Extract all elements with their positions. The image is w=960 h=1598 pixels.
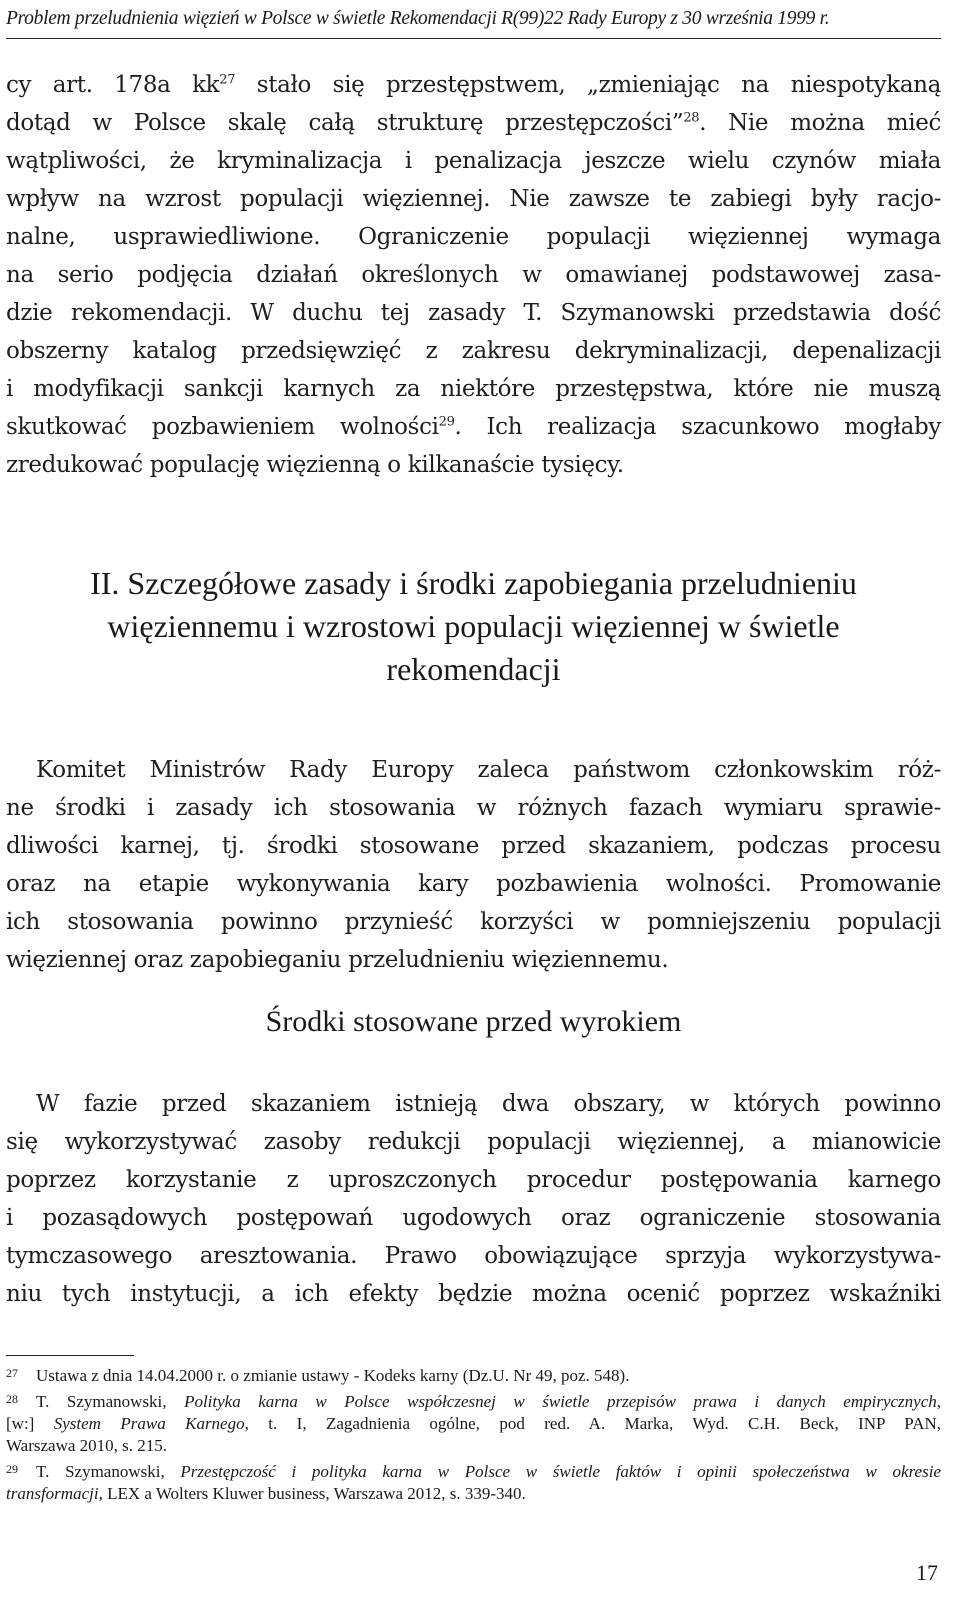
text-line: zredukować populację więzienną o kilkanaście tysięcy.: [6, 452, 624, 478]
footnote-number: 28: [6, 1392, 18, 1406]
footnote-text: Ustawa z dnia 14.04.2000 r. o zmianie ustawy - Kodeks karny (Dz.U. Nr 49, poz. 548).: [36, 1366, 630, 1385]
subsection-heading: Środki stosowane przed wyrokiem: [265, 1005, 682, 1038]
text-line: ich stosowania powinno przynieść korzyści w pomniejszeniu populacji: [6, 909, 941, 935]
text-line: oraz na etapie wykonywania kary pozbawienia wolności. Promowanie: [6, 871, 941, 897]
section-heading-line: rekomendacji: [386, 651, 561, 687]
footnote-number: 29: [6, 1462, 18, 1476]
footnote-separator: [6, 1355, 134, 1356]
footnote-29: 29 T. Szymanowski, Przestępczość i polityka karna w Polsce w świetle faktów i opinii społeczeństwa w okresie transformacji, LEX a Wolters Kluwer business, Warszawa 2012, s. 339-340.: [6, 1462, 941, 1503]
paragraph-pretrial: [6, 1085, 941, 1313]
text-line: się wykorzystywać zasoby redukcji populacji więziennej, a mianowicie: [6, 1129, 941, 1155]
page-number: 17: [916, 1560, 938, 1585]
text-line: Komitet Ministrów Rady Europy zaleca państwom członkowskim róż-: [36, 757, 941, 783]
text-line: skutkować pozbawieniem wolności$^{29}$. Ich realizacja szacunkowo mogłaby: [6, 414, 941, 440]
footnote-number: 27: [6, 1366, 18, 1380]
text-line: i pozasądowych postępowań ugodowych oraz ograniczenie stosowania: [6, 1205, 941, 1231]
footnotes: [6, 1365, 941, 1505]
text-line: niu tych instytucji, a ich efekty będzie można ocenić poprzez wskaźniki: [6, 1281, 941, 1307]
text-line: wpływ na wzrost populacji więziennej. Nie zawsze te zabiegi były racjo-: [6, 186, 941, 212]
text-line: dotąd w Polsce skalę całą strukturę przestępczości”$^{28}$. Nie można mieć: [6, 110, 941, 136]
section-heading: [6, 562, 941, 691]
text-line: tymczasowego aresztowania. Prawo obowiązujące sprzyja wykorzystywa-: [6, 1243, 941, 1269]
footnote-ref-28[interactable]: 28: [683, 110, 700, 126]
cited-title: Polityka karna w Polsce współczesnej w świetle przepisów prawa i danych empirycznych: [184, 1392, 937, 1411]
text-line: poprzez korzystanie z uproszczonych procedur postępowania karnego: [6, 1167, 941, 1193]
text-line: nalne, usprawiedliwione. Ograniczenie populacji więziennej wymaga: [6, 224, 941, 250]
section-heading-line: więziennemu i wzrostowi populacji więziennej w świetle: [107, 608, 840, 644]
text-line: dzie rekomendacji. W duchu tej zasady T. Szymanowski przedstawia dość: [6, 300, 941, 326]
text-line: W fazie przed skazaniem istnieją dwa obszary, w których powinno: [36, 1091, 941, 1117]
running-title: Problem przeludnienia więzień w Polsce w świetle Rekomendacji R(99)22 Rady Europy z 30 września 1999 r.: [6, 8, 830, 29]
text-line: więziennej oraz zapobieganiu przeludnieniu więziennemu.: [6, 947, 669, 973]
running-header: [6, 0, 941, 38]
text-line: i modyfikacji sankcji karnych za niektóre przestępstwa, które nie muszą: [6, 376, 941, 402]
footnote-ref-29[interactable]: 29: [438, 414, 455, 430]
cited-title: transformacji: [6, 1484, 99, 1503]
footnote-27: [6, 1365, 941, 1387]
text-line: wątpliwości, że kryminalizacja i penalizacja jeszcze wielu czynów miała: [6, 148, 941, 174]
text-line: dliwości karnej, tj. środki stosowane przed skazaniem, podczas procesu: [6, 833, 941, 859]
paragraph-continuation: [6, 66, 941, 484]
text-line: ne środki i zasady ich stosowania w różnych fazach wymiaru sprawie-: [6, 795, 941, 821]
cited-title: System Prawa Karnego: [53, 1414, 245, 1433]
text-line: obszerny katalog przedsięwzięć z zakresu dekryminalizacji, depenalizacji: [6, 338, 941, 364]
header-rule: [6, 38, 941, 39]
section-heading-line: II. Szczegółowe zasady i środki zapobiegania przeludnieniu: [90, 565, 857, 601]
footnote-ref-27[interactable]: 27: [219, 72, 236, 88]
cited-title: Przestępczość i polityka karna w Polsce w świetle faktów i opinii społeczeństwa w okresie: [180, 1462, 941, 1481]
text-line: cy art. 178a $kk^{27}$ stało się przestępstwem, „zmieniając na niespotykaną: [6, 72, 942, 98]
paragraph-recommendation: [6, 751, 941, 979]
text-line: na serio podjęcia działań określonych w omawianej podstawowej zasa-: [6, 262, 941, 288]
footnote-28: 28 T. Szymanowski, Polityka karna w Polsce współczesnej w świetle przepisów prawa i danych empirycznych, [w:] System Prawa Karnego, t. I, Zagadnienia ogólne, pod red. A. Marka, Wyd. C.H. Beck, INP PAN, Warszawa 2010, s. 215.: [6, 1392, 941, 1455]
